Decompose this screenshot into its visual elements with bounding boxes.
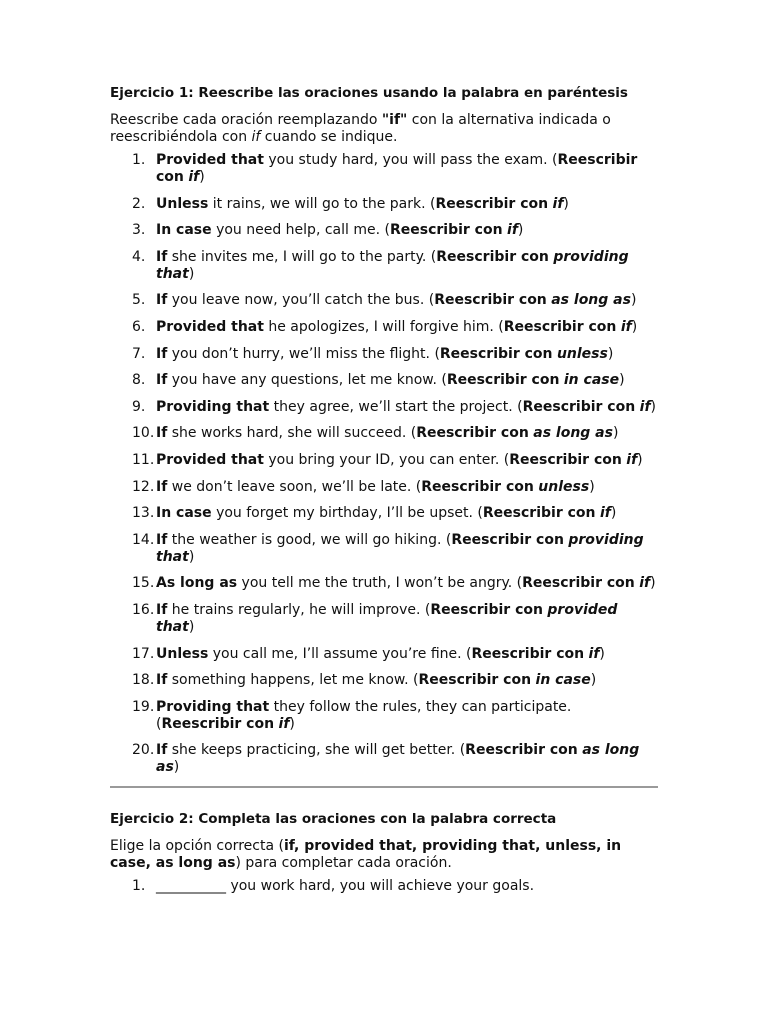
- list-item: [110, 372, 658, 389]
- item-number: 10.: [132, 425, 155, 442]
- item-close: ): [589, 478, 595, 495]
- rewrite-target-word: in case: [563, 372, 620, 389]
- item-lead-phrase: If: [156, 345, 168, 362]
- item-sentence: we don’t leave soon, we’ll be late. (: [167, 478, 422, 495]
- exercise-2-instructions: [110, 838, 658, 872]
- item-sentence: you work hard, you will achieve your goals.: [226, 877, 535, 894]
- rewrite-target: [536, 672, 591, 688]
- instructions-keyword: if: [251, 129, 261, 145]
- rewrite-target: [188, 169, 199, 185]
- item-number: 2.: [132, 195, 146, 212]
- instructions-text: ) para completar cada oración.: [235, 854, 452, 871]
- rewrite-label: Reescribir con: [439, 345, 553, 362]
- exercise-1-title: Ejercicio 1: Reescribe las oraciones usando la palabra en paréntesis: [110, 85, 628, 101]
- item-close: ): [289, 715, 295, 732]
- rewrite-label: Reescribir con: [156, 152, 638, 185]
- list-item: [110, 425, 658, 442]
- item-close: ): [630, 292, 637, 309]
- rewrite-label: Reescribir con: [435, 195, 549, 212]
- item-number: 20.: [132, 742, 155, 759]
- list-item: [110, 222, 658, 239]
- exercise-2-title: Ejercicio 2: Completa las oraciones con la palabra correcta: [110, 810, 557, 827]
- item-close: ): [188, 265, 195, 282]
- list-item: [110, 878, 658, 895]
- item-close: ): [619, 372, 625, 389]
- list-item: [110, 196, 658, 213]
- rewrite-target-word: if: [552, 195, 564, 212]
- rewrite-label: Reescribir con: [471, 645, 585, 662]
- rewrite-label: Reescribir con: [503, 318, 617, 335]
- item-sentence: you have any questions, let me know. (: [167, 372, 447, 389]
- rewrite-target-word: unless: [556, 345, 608, 362]
- item-number: 19.: [132, 698, 155, 715]
- item-number: 7.: [132, 345, 146, 362]
- list-item: [110, 319, 658, 336]
- rewrite-target: [557, 346, 608, 362]
- rewrite-target-word: if: [639, 575, 651, 592]
- rewrite-target-word: if: [188, 169, 200, 185]
- rewrite-target: [551, 292, 631, 308]
- item-sentence: the weather is good, we will go hiking. (: [167, 531, 452, 548]
- list-item: [110, 505, 658, 522]
- item-lead-phrase: If: [156, 531, 168, 548]
- item-number: 1.: [132, 152, 146, 168]
- item-sentence: it rains, we will go to the park. (: [208, 195, 436, 212]
- item-number: 13.: [132, 505, 155, 522]
- item-number: 11.: [132, 451, 155, 468]
- rewrite-label: Reescribir con: [482, 505, 596, 522]
- item-sentence: you don’t hurry, we’ll miss the flight. (: [167, 345, 440, 362]
- rewrite-target: [538, 479, 589, 495]
- item-close: ): [631, 318, 638, 335]
- item-sentence: she invites me, I will go to the party. (: [167, 248, 437, 265]
- list-item: [110, 575, 658, 592]
- item-close: ): [199, 169, 205, 185]
- rewrite-label: Reescribir con: [451, 531, 564, 548]
- item-number: 18.: [132, 672, 155, 689]
- exercise-1-instructions: [110, 112, 658, 146]
- rewrite-target-word: unless: [538, 478, 590, 495]
- item-close: ): [650, 398, 656, 415]
- item-lead-phrase: Providing that: [156, 398, 270, 415]
- rewrite-target-word: if: [599, 505, 611, 522]
- rewrite-label: Reescribir con: [416, 425, 529, 442]
- list-item: [110, 452, 658, 469]
- item-close: ): [188, 618, 195, 635]
- rewrite-label: Reescribir con: [418, 672, 532, 689]
- rewrite-label: Reescribir con: [465, 742, 578, 759]
- rewrite-target: [639, 575, 650, 591]
- item-number: 9.: [132, 398, 146, 415]
- item-sentence: she works hard, she will succeed. (: [167, 425, 417, 442]
- item-lead-phrase: If: [156, 248, 168, 265]
- exercise-1-list: [110, 152, 658, 776]
- item-sentence: you bring your ID, you can enter. (: [263, 451, 510, 468]
- item-sentence: you leave now, you’ll catch the bus. (: [167, 292, 435, 309]
- instructions-text: cuando se indique.: [260, 129, 398, 145]
- item-close: ): [517, 222, 524, 239]
- item-number: 12.: [132, 478, 155, 495]
- item-sentence: something happens, let me know. (: [167, 672, 419, 689]
- item-lead-phrase: Unless: [156, 645, 209, 662]
- item-lead-phrase: Provided that: [156, 318, 264, 335]
- item-sentence: you need help, call me. (: [211, 222, 390, 239]
- item-number: 5.: [132, 292, 146, 309]
- item-lead-phrase: Unless: [156, 195, 209, 212]
- rewrite-label: Reescribir con: [389, 222, 503, 239]
- item-sentence: he apologizes, I will forgive him. (: [263, 318, 504, 335]
- item-number: 1.: [132, 877, 146, 894]
- exercise-1: [110, 84, 658, 776]
- item-sentence: you forget my birthday, I’ll be upset. (: [211, 505, 483, 522]
- item-sentence: he trains regularly, he will improve. (: [167, 601, 431, 618]
- item-lead-phrase: If: [156, 601, 168, 618]
- list-item: [110, 699, 658, 733]
- rewrite-label: Reescribir con: [509, 451, 622, 468]
- instructions-keyword: "if": [381, 112, 408, 128]
- rewrite-label: Reescribir con: [421, 478, 534, 495]
- worksheet-page: [110, 84, 658, 904]
- item-number: 17.: [132, 645, 155, 662]
- item-sentence: they follow the rules, they can participate. (: [156, 698, 572, 732]
- item-sentence: she keeps practicing, she will get better. (: [167, 742, 466, 759]
- item-number: 16.: [132, 601, 155, 618]
- item-close: ): [590, 672, 597, 689]
- item-lead-phrase: If: [156, 478, 168, 495]
- list-item: [110, 292, 658, 309]
- fill-in-blank: __________: [156, 877, 226, 894]
- list-item: [110, 646, 658, 663]
- item-sentence: you tell me the truth, I won’t be angry. (: [237, 575, 523, 592]
- rewrite-label: Reescribir con: [522, 575, 635, 592]
- item-close: ): [610, 505, 617, 522]
- item-close: ): [637, 451, 643, 468]
- rewrite-target-word: if: [588, 645, 600, 662]
- item-number: 4.: [132, 248, 146, 265]
- item-lead-phrase: In case: [156, 505, 212, 522]
- list-item: [110, 249, 658, 283]
- item-sentence: you study hard, you will pass the exam. (: [263, 152, 558, 168]
- rewrite-target-word: if: [620, 318, 632, 335]
- exercise-2: [110, 810, 658, 895]
- rewrite-target: [626, 452, 637, 468]
- rewrite-target-word: providing that: [156, 531, 644, 565]
- rewrite-target-word: provided that: [156, 601, 618, 635]
- rewrite-target: [640, 399, 651, 415]
- rewrite-label: Reescribir con: [436, 248, 549, 265]
- instructions-text: con la alternativa indicada o reescribiéndola con: [110, 112, 611, 145]
- rewrite-target-word: as long as: [551, 292, 631, 309]
- rewrite-target-word: if: [626, 451, 638, 468]
- item-number: 3.: [132, 222, 146, 239]
- rewrite-label: Reescribir con: [522, 398, 636, 415]
- item-close: ): [173, 759, 180, 776]
- rewrite-target: [533, 425, 613, 441]
- item-number: 14.: [132, 531, 155, 548]
- list-item: [110, 742, 658, 776]
- rewrite-target-word: if: [507, 222, 518, 239]
- rewrite-target: [553, 196, 564, 212]
- list-item: [110, 602, 658, 636]
- rewrite-target: [589, 646, 600, 662]
- item-number: 8.: [132, 372, 146, 389]
- rewrite-target-word: as long as: [533, 425, 613, 442]
- rewrite-target-word: if: [278, 715, 290, 732]
- list-item: [110, 479, 658, 496]
- item-lead-phrase: If: [156, 672, 168, 689]
- item-lead-phrase: If: [156, 742, 168, 759]
- rewrite-target: [279, 716, 290, 732]
- instructions-text: Elige la opción correcta (: [110, 837, 284, 854]
- item-lead-phrase: If: [156, 292, 168, 309]
- exercise-2-list: [110, 878, 658, 895]
- rewrite-target-word: in case: [535, 672, 591, 689]
- item-lead-phrase: As long as: [156, 575, 238, 592]
- rewrite-label: Reescribir con: [446, 372, 560, 389]
- instructions-options: if, provided that, providing that, unless, in case, as long as: [110, 837, 622, 871]
- rewrite-label: Reescribir con: [161, 715, 275, 732]
- section-divider: [110, 786, 658, 788]
- list-item: [110, 399, 658, 416]
- list-item: [110, 346, 658, 363]
- item-sentence: they agree, we’ll start the project. (: [269, 398, 523, 415]
- item-lead-phrase: In case: [156, 222, 212, 239]
- item-lead-phrase: If: [156, 425, 168, 442]
- item-close: ): [650, 575, 656, 592]
- rewrite-target: [621, 319, 632, 335]
- item-close: ): [563, 195, 569, 212]
- list-item: [110, 672, 658, 689]
- item-number: 6.: [132, 318, 146, 335]
- rewrite-target: [507, 222, 518, 238]
- rewrite-target-word: providing that: [156, 248, 629, 282]
- item-lead-phrase: Provided that: [156, 152, 264, 168]
- list-item: [110, 152, 658, 186]
- rewrite-target-word: if: [639, 398, 651, 415]
- rewrite-target: [564, 372, 619, 388]
- rewrite-label: Reescribir con: [430, 601, 543, 618]
- rewrite-target: [600, 505, 611, 521]
- item-close: ): [612, 425, 619, 442]
- item-lead-phrase: Providing that: [156, 698, 270, 715]
- item-lead-phrase: Provided that: [156, 451, 264, 468]
- rewrite-target-word: as long as: [156, 742, 640, 776]
- item-close: ): [607, 345, 614, 362]
- instructions-text: Reescribe cada oración reemplazando: [110, 112, 382, 128]
- item-number: 15.: [132, 575, 155, 592]
- item-lead-phrase: If: [156, 372, 168, 389]
- item-close: ): [599, 645, 605, 662]
- item-close: ): [188, 548, 195, 565]
- list-item: [110, 532, 658, 566]
- rewrite-label: Reescribir con: [434, 292, 547, 309]
- item-sentence: you call me, I’ll assume you’re fine. (: [208, 645, 472, 662]
